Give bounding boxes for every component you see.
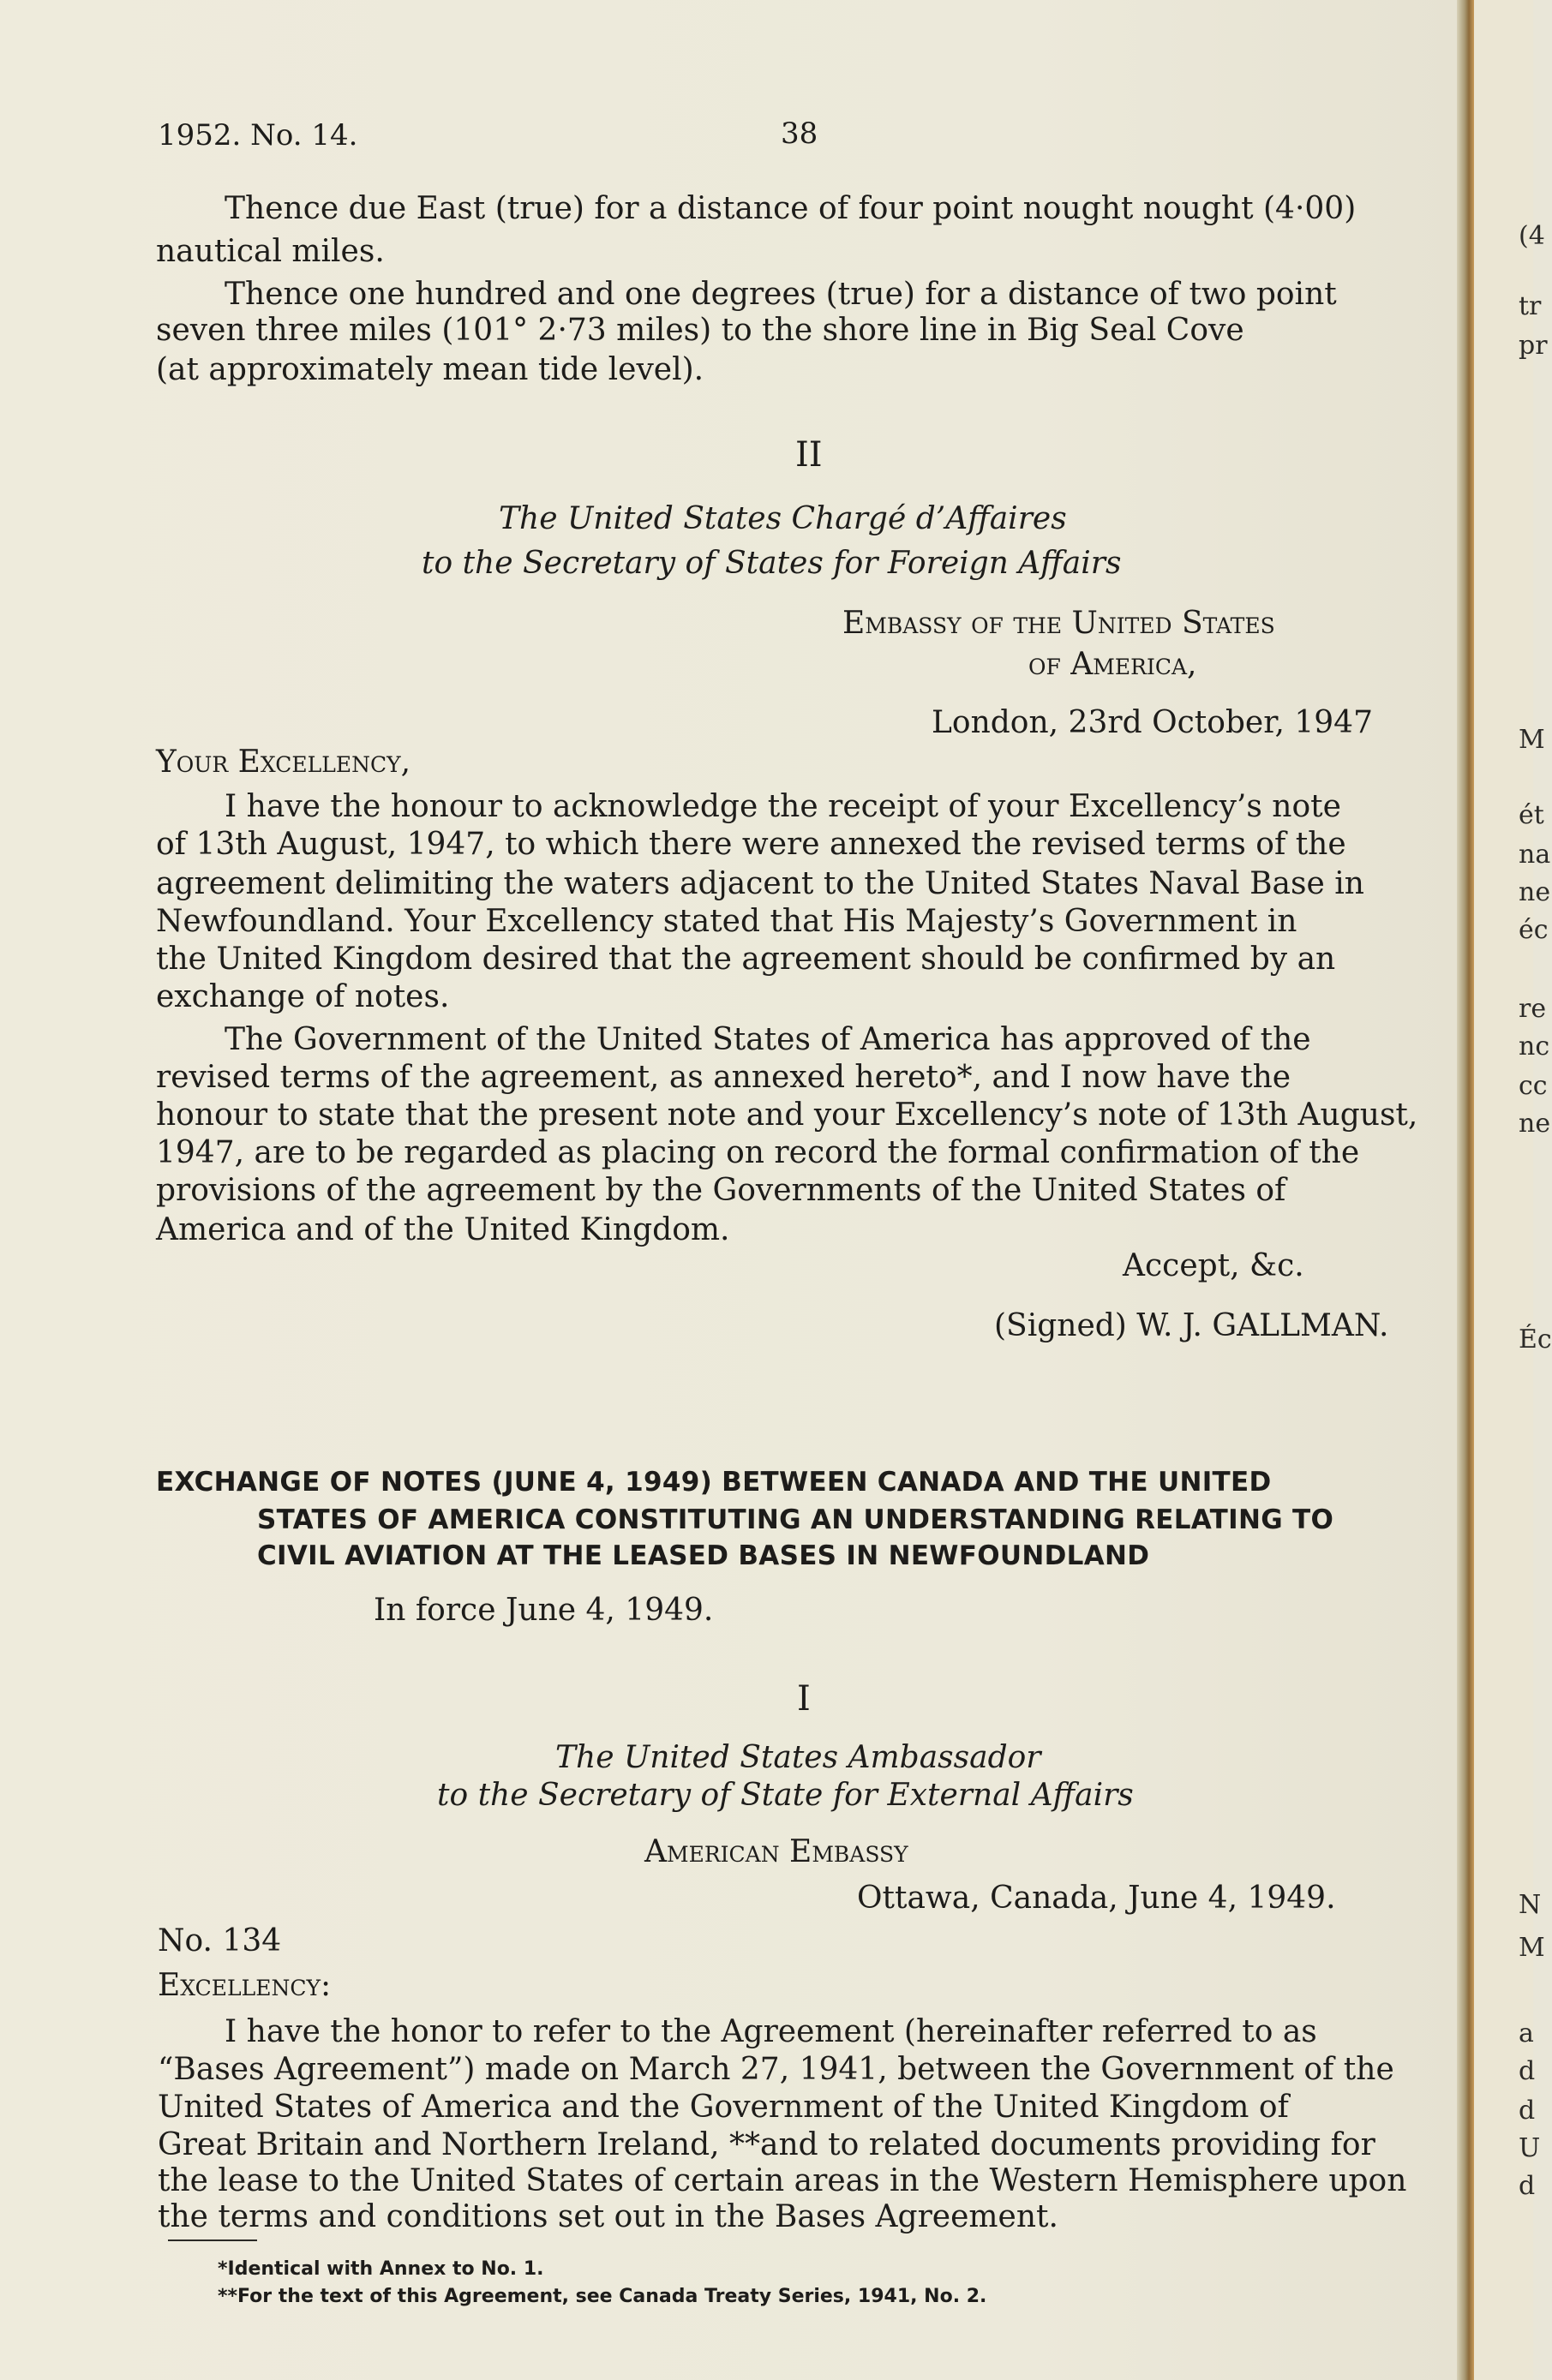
- adjacent-fragment: (4: [1519, 221, 1545, 251]
- sender-address: Embassy of the United States: [842, 606, 1275, 641]
- text-line: America and of the United Kingdom.: [156, 1212, 730, 1247]
- adjacent-fragment: ne: [1519, 1109, 1551, 1139]
- footnote-divider: [168, 2239, 257, 2241]
- section-numeral: II: [795, 435, 823, 475]
- text-line: I have the honour to acknowledge the receipt of your Excellency’s note: [225, 789, 1341, 824]
- exchange-heading: STATES OF AMERICA CONSTITUTING AN UNDERSTANDING RELATING TO: [257, 1504, 1334, 1535]
- section-title: The United States Ambassador: [555, 1740, 1041, 1775]
- closing: Accept, &c.: [1123, 1248, 1304, 1283]
- exchange-heading: EXCHANGE OF NOTES (JUNE 4, 1949) BETWEEN CANADA AND THE UNITED: [156, 1467, 1272, 1498]
- adjacent-fragment: d: [1519, 2171, 1536, 2201]
- book-spine: [1457, 0, 1474, 2380]
- text-line: 1947, are to be regarded as placing on record the formal confirmation of the: [156, 1135, 1360, 1170]
- text-line: seven three miles (101° 2·73 miles) to the shore line in Big Seal Cove: [156, 313, 1244, 348]
- text-line: United States of America and the Government of the United Kingdom of: [158, 2090, 1289, 2125]
- adjacent-fragment: Éc: [1519, 1325, 1552, 1354]
- adjacent-fragment: ne: [1519, 877, 1551, 907]
- salutation: Your Excellency,: [156, 744, 411, 780]
- text-line: honour to state that the present note and your Excellency’s note of 13th August,: [156, 1097, 1418, 1133]
- sender-address: American Embassy: [644, 1834, 908, 1869]
- adjacent-fragment: d: [1519, 2096, 1536, 2126]
- note-number: No. 134: [158, 1923, 282, 1958]
- adjacent-page: [1474, 0, 1552, 2380]
- text-line: the United Kingdom desired that the agreement should be confirmed by an: [156, 942, 1336, 977]
- text-line: (at approximately mean tide level).: [156, 352, 704, 387]
- adjacent-fragment: re: [1519, 994, 1547, 1024]
- text-line: the lease to the United States of certain areas in the Western Hemisphere upon: [158, 2163, 1407, 2198]
- in-force-date: In force June 4, 1949.: [374, 1593, 714, 1628]
- adjacent-fragment: éc: [1519, 915, 1549, 945]
- section-subtitle: to the Secretary of States for Foreign Affairs: [422, 546, 1122, 581]
- text-line: “Bases Agreement”) made on March 27, 1941, between the Government of the: [158, 2052, 1394, 2087]
- section-subtitle: to the Secretary of State for External Affairs: [437, 1778, 1134, 1813]
- text-line: Great Britain and Northern Ireland, **and to related documents providing for: [158, 2127, 1375, 2162]
- page-number: 38: [781, 117, 818, 151]
- adjacent-fragment: nc: [1519, 1032, 1550, 1061]
- adjacent-fragment: cc: [1519, 1071, 1548, 1101]
- text-line: The Government of the United States of America has approved of the: [225, 1022, 1311, 1057]
- adjacent-fragment: ét: [1519, 800, 1544, 830]
- letter-date: London, 23rd October, 1947: [932, 705, 1373, 740]
- text-line: nautical miles.: [156, 234, 385, 269]
- adjacent-fragment: M: [1519, 725, 1545, 755]
- text-line: Thence due East (true) for a distance of four point nought nought (4·00): [225, 191, 1357, 226]
- text-line: agreement delimiting the waters adjacent to the United States Naval Base in: [156, 866, 1364, 901]
- text-line: exchange of notes.: [156, 979, 450, 1014]
- text-line: of 13th August, 1947, to which there were annexed the revised terms of the: [156, 827, 1346, 862]
- text-line: Thence one hundred and one degrees (true) for a distance of two point: [225, 277, 1337, 312]
- adjacent-fragment: U: [1519, 2133, 1541, 2163]
- signature: (Signed) W. J. GALLMAN.: [994, 1308, 1389, 1343]
- footnote: **For the text of this Agreement, see Canada Treaty Series, 1941, No. 2.: [218, 2286, 987, 2307]
- letter-date: Ottawa, Canada, June 4, 1949.: [857, 1881, 1336, 1916]
- text-line: provisions of the agreement by the Governments of the United States of: [156, 1173, 1286, 1208]
- salutation: Excellency:: [158, 1968, 332, 2003]
- text-line: Newfoundland. Your Excellency stated that His Majesty’s Government in: [156, 904, 1297, 939]
- section-numeral: I: [797, 1679, 811, 1719]
- adjacent-fragment: N: [1519, 1890, 1542, 1920]
- adjacent-fragment: a: [1519, 2018, 1534, 2048]
- adjacent-fragment: pr: [1519, 331, 1548, 361]
- running-header: 1952. No. 14.: [158, 118, 358, 152]
- sender-address: of America,: [1028, 647, 1197, 682]
- adjacent-fragment: na: [1519, 840, 1551, 870]
- text-line: I have the honor to refer to the Agreement (hereinafter referred to as: [225, 2014, 1317, 2049]
- text-line: the terms and conditions set out in the Bases Agreement.: [158, 2199, 1058, 2234]
- adjacent-fragment: tr: [1519, 291, 1542, 321]
- text-line: revised terms of the agreement, as annexed hereto*, and I now have the: [156, 1060, 1291, 1095]
- exchange-heading: CIVIL AVIATION AT THE LEASED BASES IN NEWFOUNDLAND: [257, 1540, 1150, 1571]
- section-title: The United States Chargé d’Affaires: [499, 501, 1067, 536]
- footnote: *Identical with Annex to No. 1.: [218, 2258, 544, 2280]
- adjacent-fragment: d: [1519, 2056, 1536, 2086]
- adjacent-fragment: M: [1519, 1933, 1545, 1963]
